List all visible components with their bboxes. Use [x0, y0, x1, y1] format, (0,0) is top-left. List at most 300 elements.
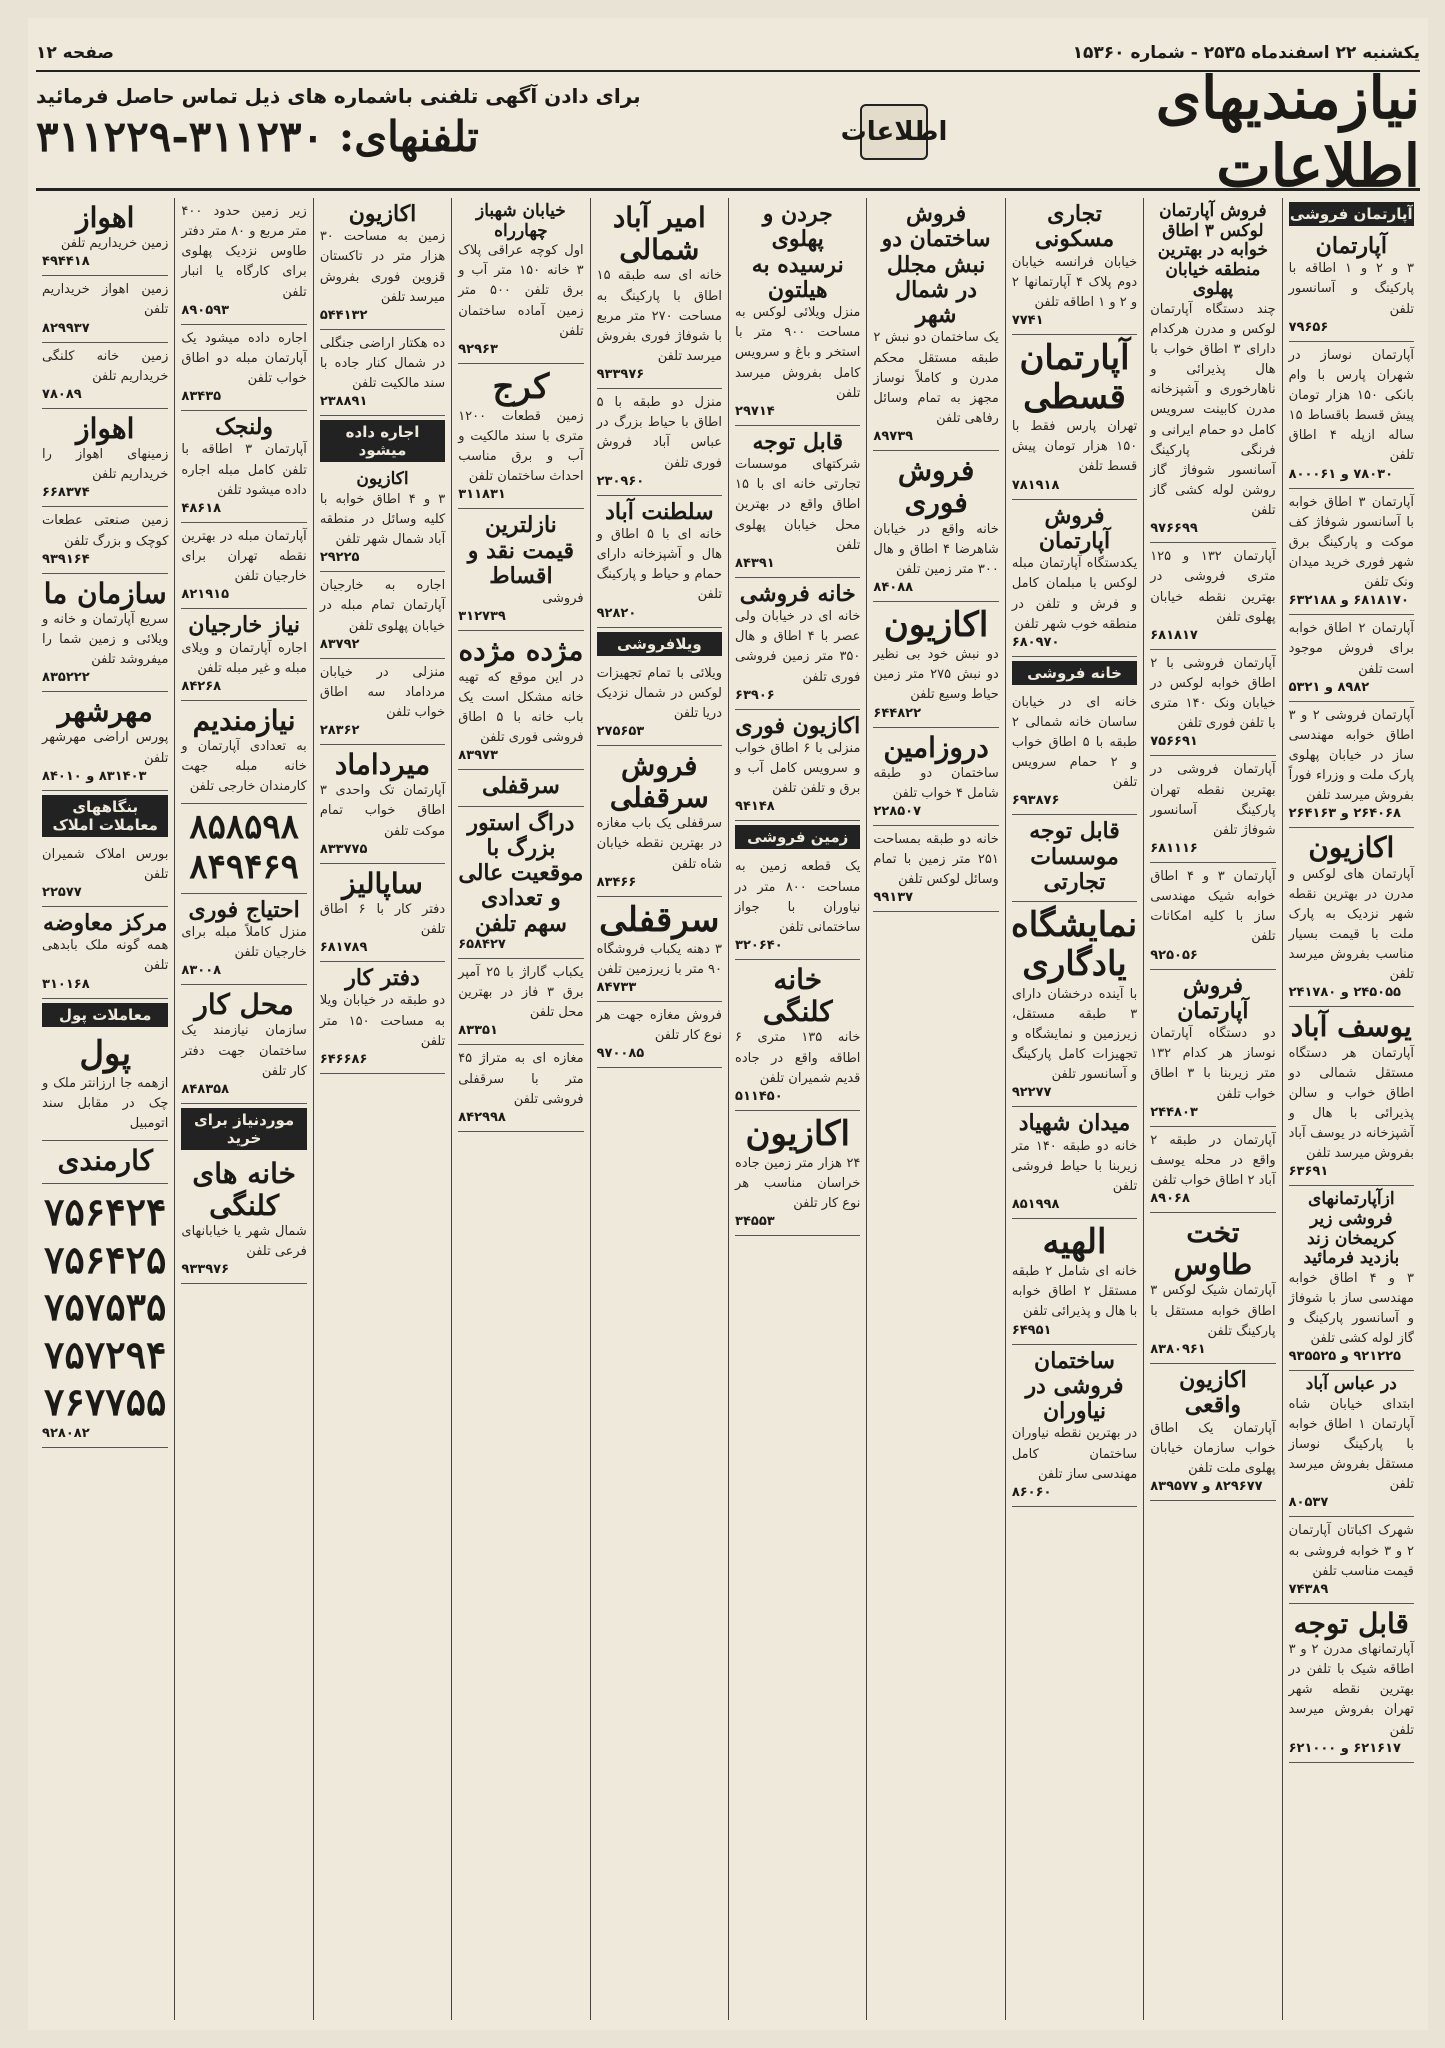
ad-phone: ۴۹۴۴۱۸	[42, 254, 90, 270]
ad-body: بورس املاک شمیران تلفن	[42, 846, 169, 882]
classifieds-column	[1005, 198, 1143, 2020]
ad-phone: ۹۷۰۰۸۵	[596, 1046, 645, 1062]
ad-phone: ۷۵۶۶۹۱	[1150, 734, 1198, 750]
ad-phone: ۸۹۰۵۹۳	[181, 302, 230, 318]
section-heading: اجاره داده میشود	[320, 420, 445, 462]
ad-body: ویلائی با تمام تجهیزات لوکس در شمال نزدیک دریا تلفن	[596, 665, 723, 721]
ad-title: مهرشهر	[57, 695, 153, 729]
ad-body: آپارتمان در طبقه ۲ واقع در محله یوسف آباد ۲ اطاق خواب تلفن	[1150, 1132, 1276, 1188]
ad-body: سریع آپارتمان و خانه و ویلائی و زمین شما را میفروشد تلفن	[42, 611, 169, 668]
ad-phone: ۹۲۲۷۷	[1011, 1085, 1052, 1101]
ad-phone: ۸۹۰۶۸	[1150, 1191, 1190, 1207]
classified-ad	[458, 364, 583, 510]
ad-phone: ۸۳۰۰۸	[181, 963, 222, 979]
ad-title: اکازیون واقعی	[1179, 1366, 1247, 1419]
classified-ad	[181, 198, 306, 325]
ad-body: سرقفلی یک باب مغازه در بهترین نقطه خیابان شاه تلفن	[596, 816, 723, 872]
ad-title: مرکز معاوضه	[43, 910, 168, 936]
ad-title: آپارتمان	[1315, 233, 1387, 259]
classified-ad	[458, 807, 583, 959]
ad-body: خانه ای در خیابان ولی عصر با ۴ اطاق و هال ۳۵۰ متر زمین فروشی فوری تلفن	[735, 609, 861, 685]
classified-ad	[1289, 1604, 1414, 1763]
ad-title: احتیاج فوری	[188, 896, 300, 923]
ad-body: ۳ و ۴ اطاق خوابه با کلیه وسائل در منطقه آباد شمال شهر تلفن	[319, 491, 446, 548]
ad-title: ازآپارتمانهای فروشی زیر کریمخان زند بازدید فرمائید	[1303, 1189, 1400, 1269]
ad-title: تجاری مسکونی	[1034, 201, 1115, 253]
ad-title: سرقفلی	[599, 899, 720, 940]
ad-title: اکازیون	[1308, 831, 1395, 865]
classified-ad	[42, 198, 168, 276]
ad-title: جردن و پهلوی نرسیده به هیلتون	[751, 201, 844, 303]
ad-body: یک ساختمان دو نبش ۲ طبقه مستقل محکم مدرن و کاملاً نوساز مجهز به تمام وسائل رفاهی تلفن	[873, 330, 999, 427]
ad-title: آپارتمان قسطی	[1019, 338, 1130, 418]
ad-phone: ۶۳۶۹۱	[1288, 1164, 1329, 1180]
ad-phone: ۸۳۸۰۹۶۱	[1150, 1341, 1206, 1357]
ad-body: آپارتمان هر دستگاه مستقل شمالی دو اطاق خواب و سالن پذیرائی با هال و آشپزخانه در یوسف آباد بفروش میرسد تلفن	[1288, 1045, 1414, 1162]
classified-ad	[1012, 689, 1137, 816]
ad-body: منزل دو طبقه با ۵ اطاق با حیاط بزرگ در عباس آباد فروش فوری تلفن	[596, 395, 723, 471]
callout-text: برای دادن آگهی تلفنی باشماره های ذیل تماس حاصل فرمائید	[36, 84, 641, 108]
ad-phone: ۸۳۳۵۱	[458, 1023, 498, 1039]
classified-ad	[458, 959, 583, 1045]
ad-body: در این موقع که تهیه خانه مشکل است یک باب خانه با ۵ اطاق فروشی فوری تلفن	[458, 669, 584, 746]
classifieds-column	[728, 198, 866, 2020]
ad-title: ۸۵۸۵۹۸ ۸۴۹۴۶۹	[189, 807, 299, 887]
ad-body: خانه ای با ۵ اطاق و هال و آشپزخانه دارای حمام و حیاط و پارکینگ تلفن	[596, 526, 723, 603]
classified-ad	[181, 804, 306, 893]
ad-phone: ۶۹۳۸۷۶	[1011, 793, 1060, 809]
classified-ad	[458, 198, 583, 364]
classified-ad	[1012, 902, 1137, 1107]
section-heading: خانه فروشی	[1012, 661, 1137, 685]
ad-phone: ۹۷۶۶۹۹	[1150, 521, 1198, 537]
ad-phone: ۶۸۱۸۱۷	[1150, 627, 1198, 643]
classified-ad	[597, 897, 722, 1002]
ad-title: قابل توجه موسسات تجارتی	[1029, 818, 1120, 896]
ad-body: خیابان فرانسه خیابان دوم پلاک ۴ آپارتمانها ۲ و ۲ و ۱ اطاقه تلفن	[1011, 254, 1138, 310]
section-brand	[840, 64, 1420, 200]
ad-body: زیر زمین حدود ۴۰۰ متر مربع و ۸۰ متر دفتر طاوس نزدیک پهلوی برای کارگاه یا انبار تلفن	[181, 204, 307, 300]
classified-ad	[1289, 1371, 1414, 1517]
section-heading: معاملات پول	[42, 1003, 168, 1027]
ad-phone: ۲۷۵۶۵۳	[596, 723, 645, 739]
ad-phone: ۸۶۰۶۰	[1011, 1484, 1052, 1500]
ad-body: زمین خانه کلنگی خریداریم تلفن	[42, 348, 169, 384]
ad-title: اکازیون	[356, 469, 409, 490]
ad-phone: ۶۴۶۶۸۶	[319, 1051, 368, 1067]
section-heading: موردنیاز برای خرید	[181, 1108, 306, 1150]
ad-phone: ۶۲۱۶۱۷ و ۶۲۱۰۰۰	[1288, 1740, 1401, 1756]
classified-ad	[597, 198, 722, 389]
ad-phone: ۹۴۱۴۸	[735, 799, 775, 815]
ad-body: دو نبش خود بی نظیر دو نبش ۲۷۵ متر زمین حیاط وسیع تلفن	[873, 647, 999, 703]
ad-body: زمین اهواز خریداریم تلفن	[42, 282, 169, 318]
ad-phone: ۸۴۲۹۹۸	[458, 1109, 506, 1125]
ad-body: آپارتمان های لوکس و مدرن در بهترین نقطه شهر نزدیک به پارک ملت با قیمت بسیار مناسب بفروش میرسد تلفن	[1288, 866, 1414, 983]
ad-title: اکازیون فوری	[735, 712, 861, 739]
ad-phone: ۸۰۵۳۷	[1288, 1495, 1329, 1511]
ad-title: فروش فوری	[897, 454, 975, 520]
classified-ad	[1150, 1213, 1275, 1364]
ad-body: اول کوچه عراقی پلاک ۳ خانه ۱۵۰ متر آب و برق تلفن ۵۰۰ متر زمین آماده ساختمان تلفن	[458, 243, 584, 339]
ad-title: نیازمندیم	[192, 703, 296, 737]
ad-title: نیاز خارجیان	[188, 612, 300, 639]
ad-body: ۳ و ۲ و ۱ اطاقه با پارکینگ و آسانسور تلفن	[1288, 261, 1415, 317]
ad-title: اکازیون	[883, 604, 989, 645]
ad-body: آپارتمان یک اطاق خواب سازمان خیابان پهلوی ملت تلفن	[1150, 1420, 1276, 1476]
ad-phone: ۹۹۱۳۷	[873, 890, 914, 906]
ad-body: خانه ای شامل ۲ طبقه مستقل ۲ اطاق خوابه با هال و پذیرائی تلفن	[1011, 1264, 1138, 1320]
ad-phone: ۹۲۵۰۵۶	[1150, 947, 1198, 963]
ad-body: اجاره آپارتمان و ویلای مبله و غیر مبله تلفن	[181, 640, 307, 676]
ad-body: فروشی	[542, 591, 584, 607]
classified-ad	[873, 198, 998, 451]
ad-body: آپارتمان شیک لوکس ۳ اطاق خوابه مستقل با پارکینگ تلفن	[1150, 1283, 1276, 1339]
classified-ad	[181, 411, 306, 523]
ad-title: ولنجک	[215, 414, 274, 441]
classified-ad	[1289, 230, 1414, 342]
classified-ad	[1289, 702, 1414, 829]
section-heading: بنگاههای معاملات املاک	[42, 795, 168, 837]
ad-body: سازمان نیازمند یک ساختمان جهت دفتر کار تلفن	[181, 1023, 307, 1079]
classified-ad	[1150, 1364, 1275, 1501]
classified-ad	[597, 496, 722, 628]
classified-ad	[458, 631, 583, 770]
classifieds-column	[1282, 198, 1420, 2020]
classified-ad	[1289, 828, 1414, 1007]
ad-body: شهرک اکباتان آپارتمان ۲ و ۳ خوابه فروشی به قیمت مناسب تلفن	[1288, 1523, 1414, 1579]
newspaper-page	[28, 18, 1428, 2030]
classifieds-column	[174, 198, 312, 2020]
classified-ad	[42, 1031, 168, 1142]
ad-body: منزلی در خیابان مرداماد سه اطاق خواب تلفن	[319, 664, 446, 720]
classified-ad	[42, 507, 168, 573]
ad-title: یوسف آباد	[1290, 1010, 1412, 1044]
ad-phone: ۲۹۷۱۴	[735, 403, 775, 419]
ad-phone: ۸۴۷۳۳	[596, 980, 637, 996]
ad-phone: ۲۴۴۸۰۳	[1150, 1104, 1198, 1120]
ad-body: آپارتمان فروشی با ۲ اطاق خوابه لوکس در خیابان ونک ۱۴۰ متری با تلفن فوری تلفن	[1150, 655, 1276, 732]
classified-ad	[1150, 756, 1275, 863]
ad-phone: ۸۵۱۹۹۸	[1011, 1196, 1060, 1212]
classifieds-column	[451, 198, 589, 2020]
ad-body: ۲۴ هزار متر زمین جاده خراسان مناسب هر نوع کار تلفن	[735, 1155, 861, 1212]
classified-ad	[735, 960, 860, 1111]
classified-ad	[1289, 342, 1414, 489]
ad-phone: ۹۳۹۱۶۴	[42, 551, 90, 567]
phone-callout	[36, 84, 856, 161]
ad-phone: ۶۸۱۷۸۹	[319, 940, 368, 956]
ad-title: مژده مژده	[458, 634, 584, 668]
classified-ad	[1150, 650, 1275, 757]
ad-body: آپارتمان ۳ اطاق خوابه با آسانسور شوفاژ کف موکت و پارکینگ برق شهر فوری خرید میدان ونک تلفن	[1288, 494, 1414, 591]
ad-body: یک قطعه زمین به مساحت ۸۰۰ متر در نیاوران با جواز ساختمانی تلفن	[735, 859, 861, 935]
ad-body: زمین صنعتی عطعات کوچک و بزرگ تلفن	[42, 513, 169, 549]
ad-body: آپارتمان ۱۳۲ و ۱۲۵ متری فروشی در بهترین نقطه خیابان پهلوی تلفن	[1150, 549, 1276, 625]
ad-body: منزلی با ۶ اطاق خواب و سرویس کامل آب و برق و تلفن تلفن	[735, 741, 861, 797]
ad-title: اکازیون	[745, 1113, 850, 1154]
classified-ad	[1150, 863, 1275, 970]
ad-body: ۳ و ۴ اطاق خوابه مهندسی ساز با شوفاژ و آسانسور پارکینگ و گاز لوله کشی تلفن	[1288, 1270, 1414, 1347]
classified-ad	[181, 325, 306, 411]
classified-ad	[320, 572, 445, 658]
ad-body: آپارتمان ۳ و ۴ اطاق خوابه شیک مهندسی ساز با کلیه امکانات تلفن	[1150, 868, 1276, 945]
ad-body: آپارتمانهای مدرن ۲ و ۳ اطاقه شیک با تلفن در بهترین نقطه شهر تهران بفروش میرسد تلفن	[1288, 1642, 1414, 1738]
classified-ad	[1289, 1517, 1414, 1603]
callout-phone-numbers: تلفنهای: ۳۱۱۲۳۰-۳۱۱۲۲۹	[36, 112, 479, 161]
ad-title: سرقفلی	[481, 773, 560, 800]
ad-phone: ۷۷۴۱	[1011, 313, 1044, 329]
ad-body: اجاره داده میشود یک آپارتمان مبله دو اطاق خواب تلفن	[181, 330, 307, 386]
ad-body: خانه ای در خیابان ساسان خانه شمالی ۲ طبقه با ۵ اطاق خواب و ۲ حمام سرویس تلفن	[1011, 694, 1138, 791]
ad-title: الهیه	[1042, 1221, 1107, 1262]
page-number: صفحه ۱۲	[36, 43, 114, 63]
ad-body: آپارتمان فروشی در بهترین نقطه تهران پارکینگ آسانسور شوفاژ تلفن	[1150, 762, 1276, 838]
ad-title: دروزامین	[883, 730, 989, 764]
ad-phone: ۸۳۵۲۲۲	[42, 670, 90, 686]
ad-body: همه گونه ملک بابدهی تلفن	[42, 938, 169, 974]
ad-body: فروش مغازه جهت هر نوع کار تلفن	[596, 1008, 723, 1044]
ad-title: فروش آپارتمان	[1038, 502, 1111, 554]
masthead	[36, 64, 1420, 200]
ad-body: دفتر کار با ۶ اطاق تلفن	[319, 901, 446, 938]
ad-title: خانه های کلنگی	[192, 1156, 296, 1223]
ad-title: اهواز	[76, 201, 135, 234]
ad-phone: ۶۶۸۳۷۴	[42, 485, 90, 501]
classified-ad	[181, 523, 306, 609]
ad-title: قابل توجه	[752, 428, 843, 455]
ad-body: شرکتهای موسسات تجارتی خانه ای با ۱۵ اطاق واقع در بهترین محل خیابان پهلوی تلفن	[735, 457, 861, 553]
ad-phone: ۷۴۳۸۹	[1288, 1581, 1329, 1597]
ad-phone: ۸۳۱۴۰۳ و ۸۴۰۱۰	[42, 768, 147, 784]
ad-title: تخت طاوس	[1173, 1216, 1253, 1282]
ad-body: خانه دو طبقه ۱۴۰ متر زیربنا با حیاط فروشی تلفن	[1011, 1138, 1138, 1194]
classified-ad	[1150, 543, 1275, 650]
ad-title: میرداماد	[334, 748, 431, 782]
ad-body: منزل ویلائی لوکس به مساحت ۹۰۰ متر با استخر و باغ و سرویس کامل بفروش میرسد تلفن	[735, 305, 861, 401]
ad-title: ساختمان فروشی در نیاوران	[1025, 1347, 1124, 1425]
ad-phone: ۶۴۴۸۲۲	[873, 705, 922, 721]
ad-phone: ۲۴۵۰۵۵ و ۲۴۱۷۸۰	[1288, 985, 1401, 1001]
ad-title: فروش سرقفلی	[609, 748, 709, 815]
classified-ad	[873, 728, 998, 826]
ad-body: آپارتمان تک واحدی ۳ اطاق خواب تمام موکت تلفن	[319, 783, 446, 839]
classified-ad	[320, 466, 445, 572]
ad-phone: ۳۴۵۵۳	[735, 1214, 775, 1230]
ad-phone: ۸۳۷۹۲	[319, 636, 360, 652]
classified-ad	[320, 659, 445, 745]
ad-phone: ۴۸۶۱۸	[181, 500, 222, 516]
ad-phone: ۸۳۴۳۵	[181, 389, 222, 405]
classified-ad	[735, 578, 860, 710]
ad-body: به تعدادی آپارتمان و خانه مبله جهت کارمندان خارجی تلفن	[181, 739, 307, 795]
classified-ad	[42, 907, 168, 999]
ad-title: دراگ استور بزرگ با موقعیت عالی و تعدادی سهم تلفن	[458, 809, 584, 937]
ad-phone: ۹۳۳۹۷۶	[181, 1262, 230, 1278]
ad-title: کرج	[492, 366, 550, 407]
ad-phone: ۶۳۹۰۶	[735, 687, 775, 703]
ad-title: سازمان ما	[43, 576, 167, 610]
ad-title: اکازیون	[348, 201, 417, 227]
classified-ad	[320, 198, 445, 330]
classified-ad	[735, 1111, 860, 1237]
ad-phone: ۲۳۰۹۶۰	[596, 473, 645, 489]
classified-ad	[42, 276, 168, 342]
ad-phone: ۶۴۹۵۱	[1011, 1322, 1052, 1338]
ad-phone: ۹۲۸۰۸۲	[42, 1425, 90, 1441]
classifieds-column	[313, 198, 451, 2020]
ad-phone: ۲۳۸۸۹۱	[319, 394, 368, 410]
ad-body: مغازه ای به متراژ ۴۵ متر با سرقفلی فروشی تلفن	[458, 1051, 584, 1107]
ad-phone: ۷۸۱۹۱۸	[1011, 477, 1060, 493]
ad-title: نازلترین قیمت نقد و اقساط	[467, 512, 575, 590]
classified-ad	[1012, 198, 1137, 335]
ad-phone: ۵۱۱۴۵۰	[735, 1088, 783, 1104]
ad-body: با آینده درخشان دارای ۳ طبقه مستقل، زیرزمین و نمایشگاه و تجهیزات کامل پارکینگ و آسانسور تلفن	[1011, 986, 1138, 1083]
ad-title: فروش آپارتمان لوکس ۳ اطاق خوابه در بهترین منطقه خیابان پهلوی	[1157, 201, 1269, 300]
ad-title: پول	[79, 1033, 132, 1074]
ad-phone: ۶۸۰۹۷۰	[1011, 634, 1060, 650]
ad-body: منزل کاملاً مبله برای خارجیان تلفن	[181, 924, 307, 961]
ad-body: آپارتمان مبله در بهترین نقطه تهران برای خارجیان تلفن	[181, 528, 307, 585]
classified-ad	[320, 962, 445, 1074]
ad-title: فروش آپارتمان	[1177, 972, 1249, 1024]
ad-phone: ۸۴۸۳۵۸	[181, 1081, 230, 1097]
classified-ad	[42, 841, 168, 907]
classified-ad	[320, 864, 445, 962]
ad-title: ۷۵۶۴۲۴ ۷۵۶۴۲۵ ۷۵۷۵۳۵ ۷۵۷۲۹۴ ۷۶۷۷۵۵	[43, 1189, 167, 1425]
ad-phone: ۸۳۳۷۷۵	[319, 841, 368, 857]
ad-phone: ۷۸۰۳۰ و ۸۰۰۰۶۱	[1288, 466, 1394, 482]
ad-body: ابتدای خیابان شاه آپارتمان ۱ اطاق خوابه با پارکینگ نوساز مستقل بفروش میرسد تلفن	[1288, 1396, 1414, 1493]
issue-date: یکشنبه ۲۲ اسفندماه ۲۵۳۵ - شماره ۱۵۳۶۰	[1072, 43, 1420, 63]
ad-phone: ۸۲۹۹۳۷	[42, 320, 90, 336]
classified-ad	[181, 894, 306, 986]
ad-body: خانه واقع در خیابان شاهرضا ۴ اطاق و هال ۳۰۰ متر زمین تلفن	[873, 521, 999, 577]
ad-phone: ۶۸۱۸۱۷۰ و ۶۳۲۱۸۸	[1288, 593, 1409, 609]
classified-ad	[873, 826, 998, 912]
newspaper-logo: اطلاعات	[860, 104, 928, 160]
ad-phone: ۸۴۳۹۱	[735, 555, 775, 571]
classified-ad	[1150, 198, 1275, 543]
ad-phone: ۲۸۳۶۲	[319, 723, 360, 739]
classified-ad	[735, 853, 860, 960]
classified-ad	[320, 745, 445, 864]
ad-title: محل کار	[194, 988, 294, 1022]
classified-ad	[735, 426, 860, 578]
classified-ad	[1012, 1345, 1137, 1507]
ad-phone: ۷۸۰۸۹	[42, 386, 82, 402]
ad-body: خانه دو طبقه بمساحت ۲۵۱ متر زمین با تمام وسائل لوکس تلفن	[873, 831, 999, 888]
ad-body: ده هکتار اراضی جنگلی در شمال کنار جاده با سند مالکیت تلفن	[319, 335, 446, 392]
ad-phone: ۶۸۱۱۱۶	[1150, 840, 1198, 856]
ad-body: ازهمه جا ارزانتر ملک و چک در مقابل سند اتومبیل	[42, 1075, 169, 1131]
ad-body: تهران پارس فقط با ۱۵۰ هزار تومان پیش قسط تلفن	[1011, 419, 1138, 475]
ad-body: خانه ای سه طبقه ۱۵ اطاق با پارکینگ به مساحت ۲۷۰ متر مربع با شوفاژ فوری بفروش میرسد تلفن	[596, 268, 723, 364]
ad-phone: ۸۹۸۲ و ۵۳۲۱	[1288, 679, 1370, 695]
ad-body: ساختمان دو طبقه شامل ۴ خواب تلفن	[873, 765, 999, 801]
classifieds-grid	[36, 198, 1420, 2020]
classifieds-column	[1143, 198, 1281, 2020]
ad-phone: ۵۴۴۱۳۲	[319, 307, 368, 323]
ad-phone: ۷۹۶۵۶	[1288, 319, 1329, 335]
section-title: نیازمندیهای اطلاعات	[1155, 64, 1420, 200]
ad-body: یکباب گاراژ با ۲۵ آمپر برق ۳ فاز در بهترین محل تلفن	[458, 965, 584, 1021]
ad-phone: ۸۴۰۸۸	[873, 579, 914, 595]
ad-title: خانه کلنگی	[762, 963, 833, 1029]
classified-ad	[873, 451, 998, 602]
classified-ad	[320, 330, 445, 416]
classified-ad	[735, 198, 860, 426]
classified-ad	[42, 1184, 168, 1448]
classified-ad	[42, 692, 168, 790]
ad-body: زمینهای اهواز را خریداریم تلفن	[42, 447, 169, 483]
ad-title: اهواز	[76, 411, 135, 445]
ad-phone: ۸۲۱۹۱۵	[181, 587, 230, 603]
ad-title: نمایشگاه یادگاری	[1010, 905, 1138, 985]
classifieds-column	[36, 198, 174, 2020]
ad-body: دو طبقه در خیابان ویلا به مساحت ۱۵۰ متر تلفن	[319, 993, 446, 1049]
ad-phone: ۸۳۴۶۶	[596, 874, 637, 890]
classified-ad	[873, 602, 998, 728]
classified-ad	[42, 409, 168, 507]
ad-body: زمین خریداریم تلفن	[60, 236, 169, 252]
ad-body: در بهترین نقطه نیاوران ساختمان کامل مهندسی ساز تلفن	[1011, 1426, 1138, 1482]
classified-ad	[1012, 500, 1137, 657]
classified-ad	[181, 1154, 306, 1285]
ad-body: شمال شهر یا خیابانهای فرعی تلفن	[181, 1224, 307, 1260]
ad-phone: ۹۲۱۲۲۵ و ۹۳۵۵۲۵	[1288, 1349, 1401, 1365]
classified-ad	[1289, 615, 1414, 701]
ad-body: ۳ دهنه یکباب فروشگاه ۹۰ متر با زیرزمین تلفن	[596, 941, 723, 977]
ad-title: میدان شهیاد	[1018, 1110, 1131, 1137]
ad-body: زمین به مساحت ۳۰ هزار متر در تاکستان قزوین فوری بفروش میرسد تلفن	[319, 229, 446, 305]
ad-title: فروش ساختمان دو نبش مجلل در شمال شهر	[881, 201, 991, 329]
classified-ad	[1289, 489, 1414, 616]
ad-title: خیابان شهباز چهارراه	[476, 201, 566, 241]
ad-title: قابل توجه	[1293, 1606, 1409, 1640]
classified-ad	[1012, 1219, 1137, 1345]
ad-body: آپارتمان فروشی ۲ و ۳ اطاق خوابه مهندسی ساز در خیابان پهلوی پارک ملت و وزراء فوراً بفروش میرسد تلفن	[1288, 707, 1414, 804]
ad-phone: ۳۱۱۸۳۱	[458, 487, 506, 503]
ad-body: زمین قطعات ۱۲۰۰ متری با سند مالکیت و آب و برق مناسب احداث ساختمان تلفن	[458, 408, 584, 485]
classified-ad	[181, 985, 306, 1104]
classified-ad	[1012, 1107, 1137, 1219]
ad-body: دو دستگاه آپارتمان نوساز هر کدام ۱۳۲ متر زیربنا با ۳ اطاق خواب تلفن	[1150, 1026, 1276, 1102]
classifieds-column	[590, 198, 728, 2020]
ad-title: خانه فروشی	[739, 580, 856, 607]
classified-ad	[597, 660, 722, 746]
ad-phone: ۸۲۹۶۷۷ و ۸۳۹۵۷۷	[1150, 1478, 1263, 1494]
ad-phone: ۸۹۷۳۹	[873, 429, 914, 445]
ad-title: در عباس آباد	[1305, 1374, 1397, 1395]
ad-phone: ۹۲۸۲۰	[596, 605, 637, 621]
classified-ad	[181, 701, 306, 805]
classified-ad	[735, 710, 860, 822]
classified-ad	[181, 609, 306, 701]
ad-body: آپارتمان ۲ اطاق خوابه برای فروش موجود است تلفن	[1288, 621, 1414, 677]
classified-ad	[42, 1141, 168, 1184]
ad-body: خانه ۱۳۵ متری ۶ اطاقه واقع در جاده قدیم شمیران تلفن	[735, 1030, 861, 1086]
ad-title: دفتر کار	[345, 965, 420, 992]
ad-body: اجاره به خارجیان آپارتمان تمام مبله در خیابان پهلوی تلفن	[319, 578, 446, 634]
classified-ad	[1150, 970, 1275, 1127]
ad-phone: ۹۳۳۹۷۶	[596, 367, 645, 383]
classified-ad	[42, 343, 168, 409]
ad-body: آپارتمان نوساز در شهران پارس با وام بانکی ۱۵۰ هزار تومان پیش قسط باقساط ۱۵ ساله ازپله ۴ اطاق تلفن	[1288, 347, 1414, 464]
ad-phone: ۲۹۲۲۵	[319, 550, 360, 566]
ad-body: پورس اراضی مهرشهر تلفن	[42, 730, 169, 766]
